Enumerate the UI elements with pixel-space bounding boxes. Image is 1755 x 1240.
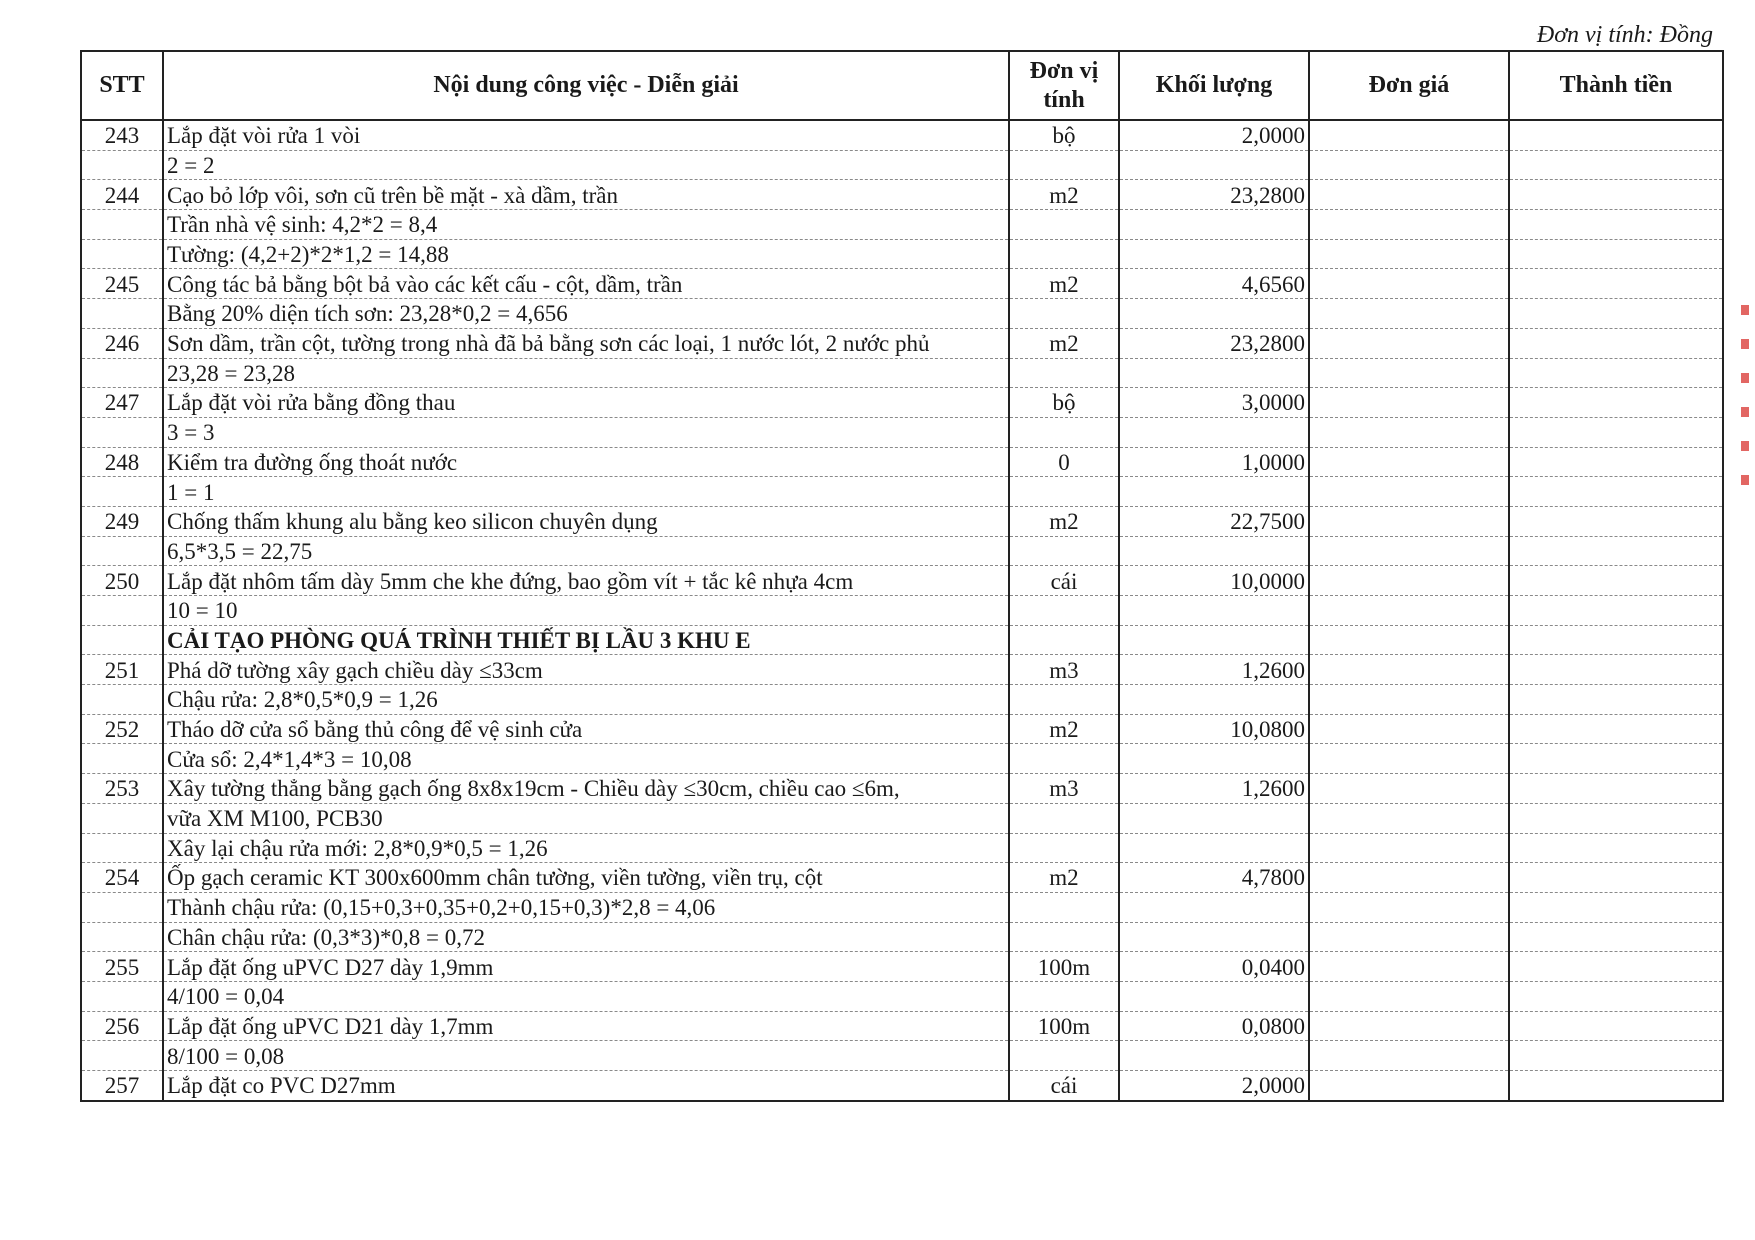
row-amount <box>1509 180 1723 210</box>
row-amount <box>1509 981 1723 1011</box>
row-content: Lắp đặt ống uPVC D27 dày 1,9mm <box>163 952 1009 982</box>
table-row <box>81 952 1723 982</box>
row-stt: 252 <box>81 714 163 744</box>
row-stt: 250 <box>81 566 163 596</box>
row-unit <box>1009 417 1119 447</box>
red-margin-stamp <box>1741 305 1749 505</box>
row-stt: 255 <box>81 952 163 982</box>
table-row <box>81 566 1723 596</box>
row-quantity: 2,0000 <box>1119 1071 1309 1101</box>
table-row <box>81 1071 1723 1101</box>
row-amount <box>1509 803 1723 833</box>
row-content: CẢI TẠO PHÒNG QUÁ TRÌNH THIẾT BỊ LẦU 3 KHU E <box>163 625 1009 655</box>
table-row <box>81 506 1723 536</box>
row-stt <box>81 833 163 863</box>
row-unit-price <box>1309 685 1509 715</box>
row-unit: 0 <box>1009 447 1119 477</box>
table-row <box>81 596 1723 626</box>
table-row <box>81 1011 1723 1041</box>
row-content: Lắp đặt vòi rửa 1 vòi <box>163 120 1009 150</box>
row-unit-price <box>1309 625 1509 655</box>
row-content: 1 = 1 <box>163 477 1009 507</box>
row-content: Phá dỡ tường xây gạch chiều dày ≤33cm <box>163 655 1009 685</box>
row-unit <box>1009 299 1119 329</box>
table-row <box>81 358 1723 388</box>
row-amount <box>1509 744 1723 774</box>
row-amount <box>1509 952 1723 982</box>
table-row <box>81 328 1723 358</box>
row-unit-price <box>1309 358 1509 388</box>
row-unit-price <box>1309 269 1509 299</box>
row-stt: 254 <box>81 863 163 893</box>
table-header-row <box>81 51 1723 120</box>
row-content: Tháo dỡ cửa sổ bằng thủ công để vệ sinh cửa <box>163 714 1009 744</box>
row-unit <box>1009 685 1119 715</box>
row-content: Sơn dầm, trần cột, tường trong nhà đã bả bằng sơn các loại, 1 nước lót, 2 nước phủ <box>163 328 1009 358</box>
row-unit-price <box>1309 388 1509 418</box>
row-unit-price <box>1309 210 1509 240</box>
row-stt <box>81 981 163 1011</box>
row-unit <box>1009 1041 1119 1071</box>
table-row <box>81 1041 1723 1071</box>
header-amount: Thành tiền <box>1509 51 1723 120</box>
row-unit <box>1009 892 1119 922</box>
table-row <box>81 774 1723 804</box>
row-quantity <box>1119 596 1309 626</box>
row-unit-price <box>1309 981 1509 1011</box>
row-stt <box>81 744 163 774</box>
row-stt: 244 <box>81 180 163 210</box>
row-quantity: 4,6560 <box>1119 269 1309 299</box>
row-quantity <box>1119 833 1309 863</box>
row-unit <box>1009 210 1119 240</box>
row-stt <box>81 358 163 388</box>
row-amount <box>1509 417 1723 447</box>
header-content: Nội dung công việc - Diễn giải <box>163 51 1009 120</box>
row-amount <box>1509 714 1723 744</box>
row-amount <box>1509 477 1723 507</box>
table-row <box>81 685 1723 715</box>
row-stt <box>81 150 163 180</box>
row-unit-price <box>1309 774 1509 804</box>
row-unit-price <box>1309 744 1509 774</box>
row-unit-price <box>1309 892 1509 922</box>
row-amount <box>1509 625 1723 655</box>
row-amount <box>1509 1041 1723 1071</box>
row-unit-price <box>1309 1071 1509 1101</box>
table-row <box>81 922 1723 952</box>
row-content: Tường: (4,2+2)*2*1,2 = 14,88 <box>163 239 1009 269</box>
row-unit: bộ <box>1009 388 1119 418</box>
row-unit <box>1009 922 1119 952</box>
row-amount <box>1509 299 1723 329</box>
row-amount <box>1509 150 1723 180</box>
row-unit-price <box>1309 239 1509 269</box>
table-row <box>81 299 1723 329</box>
row-content: 6,5*3,5 = 22,75 <box>163 536 1009 566</box>
row-unit-price <box>1309 447 1509 477</box>
row-unit-price <box>1309 952 1509 982</box>
row-quantity <box>1119 685 1309 715</box>
row-stt <box>81 892 163 922</box>
row-stt <box>81 625 163 655</box>
row-quantity <box>1119 210 1309 240</box>
table-row <box>81 833 1723 863</box>
row-unit-price <box>1309 1041 1509 1071</box>
row-stt: 245 <box>81 269 163 299</box>
row-content: Chậu rửa: 2,8*0,5*0,9 = 1,26 <box>163 685 1009 715</box>
table-row <box>81 803 1723 833</box>
row-quantity: 1,2600 <box>1119 774 1309 804</box>
row-stt: 257 <box>81 1071 163 1101</box>
row-unit <box>1009 239 1119 269</box>
table-row <box>81 714 1723 744</box>
header-stt: STT <box>81 51 163 120</box>
row-content: vữa XM M100, PCB30 <box>163 803 1009 833</box>
row-stt <box>81 210 163 240</box>
row-unit-price <box>1309 120 1509 150</box>
row-content: 4/100 = 0,04 <box>163 981 1009 1011</box>
row-stt <box>81 239 163 269</box>
row-amount <box>1509 210 1723 240</box>
row-unit <box>1009 477 1119 507</box>
row-unit <box>1009 625 1119 655</box>
row-content: Chống thấm khung alu bằng keo silicon chuyên dụng <box>163 506 1009 536</box>
row-content: Cạo bỏ lớp vôi, sơn cũ trên bề mặt - xà dầm, trần <box>163 180 1009 210</box>
row-amount <box>1509 566 1723 596</box>
row-amount <box>1509 774 1723 804</box>
row-amount <box>1509 328 1723 358</box>
table-row <box>81 269 1723 299</box>
row-unit: m3 <box>1009 655 1119 685</box>
row-quantity: 10,0000 <box>1119 566 1309 596</box>
row-stt <box>81 922 163 952</box>
table-row <box>81 477 1723 507</box>
row-content: Bằng 20% diện tích sơn: 23,28*0,2 = 4,656 <box>163 299 1009 329</box>
row-unit-price <box>1309 180 1509 210</box>
row-content: 3 = 3 <box>163 417 1009 447</box>
row-quantity: 4,7800 <box>1119 863 1309 893</box>
row-quantity <box>1119 981 1309 1011</box>
header-unit-line1: Đơn vị <box>1029 57 1099 84</box>
row-unit-price <box>1309 655 1509 685</box>
row-stt: 249 <box>81 506 163 536</box>
row-quantity: 2,0000 <box>1119 120 1309 150</box>
section-heading-row <box>81 625 1723 655</box>
row-amount <box>1509 239 1723 269</box>
row-unit <box>1009 803 1119 833</box>
row-quantity: 22,7500 <box>1119 506 1309 536</box>
row-quantity <box>1119 744 1309 774</box>
row-quantity <box>1119 922 1309 952</box>
table-row <box>81 981 1723 1011</box>
row-unit-price <box>1309 863 1509 893</box>
row-quantity: 23,2800 <box>1119 180 1309 210</box>
row-stt: 243 <box>81 120 163 150</box>
row-unit: m2 <box>1009 180 1119 210</box>
row-unit: cái <box>1009 1071 1119 1101</box>
row-quantity <box>1119 892 1309 922</box>
table-row <box>81 180 1723 210</box>
currency-unit-note: Đơn vị tính: Đồng <box>1536 22 1713 48</box>
row-unit-price <box>1309 536 1509 566</box>
row-quantity <box>1119 299 1309 329</box>
row-unit: m2 <box>1009 269 1119 299</box>
row-amount <box>1509 506 1723 536</box>
row-stt: 251 <box>81 655 163 685</box>
row-stt <box>81 685 163 715</box>
row-content: Cửa sổ: 2,4*1,4*3 = 10,08 <box>163 744 1009 774</box>
row-stt <box>81 536 163 566</box>
row-content: 23,28 = 23,28 <box>163 358 1009 388</box>
row-content: 10 = 10 <box>163 596 1009 626</box>
row-amount <box>1509 536 1723 566</box>
row-unit-price <box>1309 596 1509 626</box>
row-quantity: 3,0000 <box>1119 388 1309 418</box>
row-stt <box>81 299 163 329</box>
row-unit: bộ <box>1009 120 1119 150</box>
row-unit <box>1009 358 1119 388</box>
row-unit <box>1009 536 1119 566</box>
estimate-table <box>80 50 1724 1102</box>
row-stt <box>81 477 163 507</box>
row-content: Chân chậu rửa: (0,3*3)*0,8 = 0,72 <box>163 922 1009 952</box>
table-row <box>81 655 1723 685</box>
row-quantity <box>1119 477 1309 507</box>
table-row <box>81 239 1723 269</box>
row-unit-price <box>1309 922 1509 952</box>
row-stt: 246 <box>81 328 163 358</box>
table-row <box>81 744 1723 774</box>
table-row <box>81 447 1723 477</box>
row-unit-price <box>1309 328 1509 358</box>
row-unit-price <box>1309 299 1509 329</box>
row-stt <box>81 596 163 626</box>
row-content: 8/100 = 0,08 <box>163 1041 1009 1071</box>
row-unit-price <box>1309 833 1509 863</box>
row-stt: 247 <box>81 388 163 418</box>
row-quantity <box>1119 239 1309 269</box>
row-stt <box>81 417 163 447</box>
row-unit-price <box>1309 506 1509 536</box>
row-unit <box>1009 150 1119 180</box>
table-row <box>81 150 1723 180</box>
table-row <box>81 892 1723 922</box>
row-unit-price <box>1309 566 1509 596</box>
row-amount <box>1509 863 1723 893</box>
row-quantity: 0,0400 <box>1119 952 1309 982</box>
row-content: Lắp đặt vòi rửa bằng đồng thau <box>163 388 1009 418</box>
row-content: 2 = 2 <box>163 150 1009 180</box>
row-stt: 256 <box>81 1011 163 1041</box>
row-amount <box>1509 1071 1723 1101</box>
row-quantity <box>1119 1041 1309 1071</box>
row-unit-price <box>1309 1011 1509 1041</box>
row-content: Trần nhà vệ sinh: 4,2*2 = 8,4 <box>163 210 1009 240</box>
header-quantity: Khối lượng <box>1119 51 1309 120</box>
table-row <box>81 210 1723 240</box>
header-unit-line2: tính <box>1043 86 1085 113</box>
row-content: Lắp đặt co PVC D27mm <box>163 1071 1009 1101</box>
row-unit: 100m <box>1009 1011 1119 1041</box>
row-unit-price <box>1309 714 1509 744</box>
row-quantity: 0,0800 <box>1119 1011 1309 1041</box>
row-unit: m2 <box>1009 506 1119 536</box>
row-amount <box>1509 892 1723 922</box>
row-stt <box>81 1041 163 1071</box>
row-content: Công tác bả bằng bột bả vào các kết cấu - cột, dầm, trần <box>163 269 1009 299</box>
row-quantity <box>1119 625 1309 655</box>
table-row <box>81 120 1723 150</box>
row-unit: m3 <box>1009 774 1119 804</box>
row-unit <box>1009 596 1119 626</box>
row-quantity <box>1119 417 1309 447</box>
row-content: Xây tường thẳng bằng gạch ống 8x8x19cm - Chiều dày ≤30cm, chiều cao ≤6m, <box>163 774 1009 804</box>
row-quantity: 23,2800 <box>1119 328 1309 358</box>
row-unit: 100m <box>1009 952 1119 982</box>
row-amount <box>1509 120 1723 150</box>
header-unit <box>1009 51 1119 120</box>
row-amount <box>1509 922 1723 952</box>
row-amount <box>1509 447 1723 477</box>
row-quantity <box>1119 358 1309 388</box>
row-stt <box>81 803 163 833</box>
row-content: Lắp đặt nhôm tấm dày 5mm che khe đứng, bao gồm vít + tắc kê nhựa 4cm <box>163 566 1009 596</box>
row-quantity <box>1119 536 1309 566</box>
row-content: Kiểm tra đường ống thoát nước <box>163 447 1009 477</box>
row-quantity: 10,0800 <box>1119 714 1309 744</box>
row-amount <box>1509 269 1723 299</box>
row-unit <box>1009 744 1119 774</box>
row-amount <box>1509 1011 1723 1041</box>
row-content: Xây lại chậu rửa mới: 2,8*0,9*0,5 = 1,26 <box>163 833 1009 863</box>
table-row <box>81 417 1723 447</box>
row-content: Thành chậu rửa: (0,15+0,3+0,35+0,2+0,15+0,3)*2,8 = 4,06 <box>163 892 1009 922</box>
table-row <box>81 863 1723 893</box>
row-amount <box>1509 833 1723 863</box>
row-amount <box>1509 685 1723 715</box>
row-amount <box>1509 596 1723 626</box>
row-quantity <box>1119 150 1309 180</box>
row-content: Lắp đặt ống uPVC D21 dày 1,7mm <box>163 1011 1009 1041</box>
row-quantity: 1,0000 <box>1119 447 1309 477</box>
row-unit: cái <box>1009 566 1119 596</box>
row-unit: m2 <box>1009 328 1119 358</box>
row-unit-price <box>1309 417 1509 447</box>
table-row <box>81 536 1723 566</box>
row-quantity: 1,2600 <box>1119 655 1309 685</box>
row-amount <box>1509 358 1723 388</box>
row-stt: 248 <box>81 447 163 477</box>
row-content: Ốp gạch ceramic KT 300x600mm chân tường, viền tường, viền trụ, cột <box>163 863 1009 893</box>
row-unit <box>1009 833 1119 863</box>
row-unit: m2 <box>1009 714 1119 744</box>
table-row <box>81 388 1723 418</box>
row-stt: 253 <box>81 774 163 804</box>
row-amount <box>1509 388 1723 418</box>
row-amount <box>1509 655 1723 685</box>
row-unit-price <box>1309 150 1509 180</box>
header-unit-price: Đơn giá <box>1309 51 1509 120</box>
row-unit-price <box>1309 803 1509 833</box>
row-unit: m2 <box>1009 863 1119 893</box>
row-unit <box>1009 981 1119 1011</box>
row-unit-price <box>1309 477 1509 507</box>
row-quantity <box>1119 803 1309 833</box>
